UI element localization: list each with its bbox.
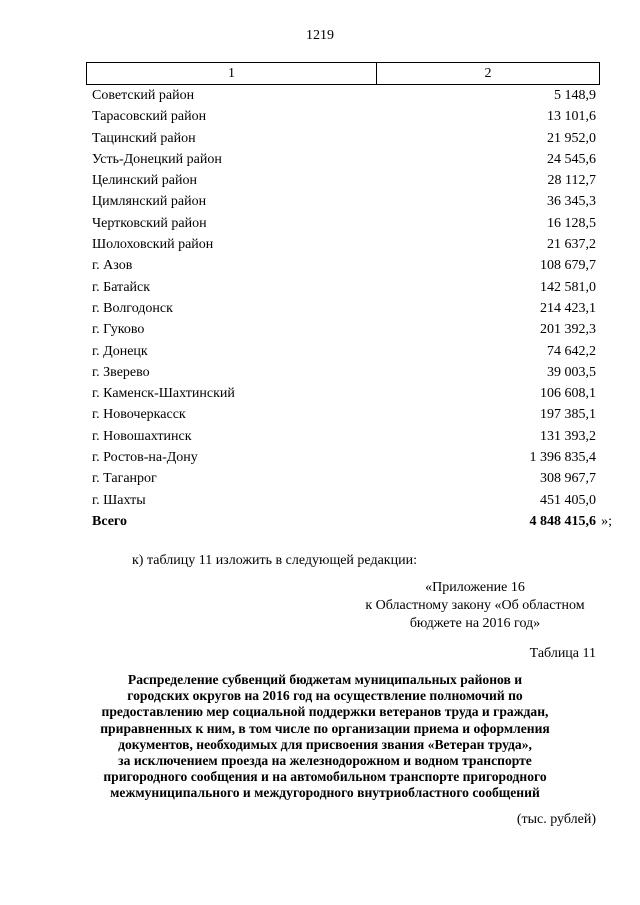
appendix-reference bbox=[330, 579, 620, 633]
table-header-row bbox=[86, 62, 600, 85]
table-row bbox=[86, 490, 600, 511]
district-amount: 28 112,7 bbox=[547, 173, 596, 189]
column-header-2: 2 bbox=[484, 66, 492, 81]
district-amount: 21 952,0 bbox=[547, 130, 596, 146]
district-amount: 106 608,1 bbox=[540, 386, 596, 402]
district-amount: 197 385,1 bbox=[540, 407, 596, 423]
district-amount: 36 345,3 bbox=[547, 194, 596, 210]
table-row bbox=[86, 213, 600, 234]
amendment-paragraph: к) таблицу 11 изложить в следующей редакции: bbox=[132, 553, 417, 568]
total-label: Всего bbox=[92, 513, 127, 529]
heading-line: городских округов на 2016 год на осуществление полномочий по bbox=[127, 688, 523, 704]
district-amount: 214 423,1 bbox=[540, 300, 596, 316]
table-total-row bbox=[86, 511, 612, 533]
table-row bbox=[86, 404, 600, 425]
district-amount: 21 637,2 bbox=[547, 237, 596, 253]
district-amount: 16 128,5 bbox=[547, 215, 596, 231]
heading-line: предоставлению мер социальной поддержки ветеранов труда и граждан, bbox=[101, 704, 549, 720]
table-row bbox=[86, 447, 600, 468]
table-row bbox=[86, 383, 600, 404]
table-row bbox=[86, 319, 600, 340]
district-name: г. Новочеркасск bbox=[92, 407, 186, 423]
table-row bbox=[86, 191, 600, 212]
table-row bbox=[86, 426, 600, 447]
table-row bbox=[86, 85, 600, 106]
table-row bbox=[86, 298, 600, 319]
table-row bbox=[86, 362, 600, 383]
district-name: Шолоховский район bbox=[92, 237, 214, 253]
district-name: г. Новошахтинск bbox=[92, 428, 192, 444]
district-name: Целинский район bbox=[92, 173, 197, 189]
district-name: г. Каменск-Шахтинский bbox=[92, 386, 235, 402]
district-name: Усть-Донецкий район bbox=[92, 151, 222, 167]
district-amount: 24 545,6 bbox=[547, 151, 596, 167]
district-amount: 308 967,7 bbox=[540, 471, 596, 487]
district-name: г. Гуково bbox=[92, 322, 145, 338]
column-header-1: 1 bbox=[87, 63, 377, 84]
table-row bbox=[86, 255, 600, 276]
table-row bbox=[86, 234, 600, 255]
district-amount: 108 679,7 bbox=[540, 258, 596, 274]
appendix-line: бюджете на 2016 год» bbox=[409, 616, 541, 631]
district-amount: 451 405,0 bbox=[540, 492, 596, 508]
table-row bbox=[86, 341, 600, 362]
district-name: г. Азов bbox=[92, 258, 133, 274]
heading-line: за исключением проезда на железнодорожном и водном транспорте bbox=[118, 753, 532, 769]
units-label: (тыс. рублей) bbox=[516, 812, 596, 827]
table-body bbox=[86, 85, 600, 511]
table-row bbox=[86, 277, 600, 298]
district-amount: 131 393,2 bbox=[540, 428, 596, 444]
table-row bbox=[86, 106, 600, 127]
table-row bbox=[86, 149, 600, 170]
district-name: Советский район bbox=[92, 88, 195, 103]
data-table bbox=[86, 62, 612, 533]
heading-line: приравненных к ним, в том числе по организации приема и оформления bbox=[100, 720, 550, 736]
district-amount: 142 581,0 bbox=[540, 279, 596, 295]
section-heading bbox=[60, 672, 590, 802]
district-name: г. Ростов-на-Дону bbox=[92, 450, 198, 466]
district-name: г. Таганрог bbox=[92, 471, 157, 487]
table-row bbox=[86, 468, 600, 489]
district-name: г. Донецк bbox=[92, 343, 148, 359]
appendix-line: «Приложение 16 bbox=[425, 580, 525, 595]
district-name: Цимлянский район bbox=[92, 194, 207, 210]
district-amount: 201 392,3 bbox=[540, 322, 596, 338]
table-label: Таблица 11 bbox=[529, 646, 596, 661]
district-amount: 1 396 835,4 bbox=[529, 450, 596, 466]
district-amount: 39 003,5 bbox=[547, 364, 596, 380]
district-name: Тарасовский район bbox=[92, 109, 207, 125]
appendix-line: к Областному закону «Об областном bbox=[365, 598, 585, 613]
district-amount: 13 101,6 bbox=[547, 109, 596, 125]
district-name: г. Шахты bbox=[92, 492, 146, 508]
district-name: г. Волгодонск bbox=[92, 300, 173, 316]
heading-line: Распределение субвенций бюджетам муниципальных районов и bbox=[127, 672, 523, 687]
table-row bbox=[86, 170, 600, 191]
table-row bbox=[86, 128, 600, 149]
heading-line: документов, необходимых для присвоения звания «Ветеран труда», bbox=[118, 736, 532, 752]
heading-line: пригородного сообщения и на автомобильном транспорте пригородного bbox=[103, 769, 547, 785]
district-amount: 5 148,9 bbox=[554, 88, 596, 103]
total-value: 4 848 415,6 bbox=[529, 513, 596, 529]
district-name: Чертковский район bbox=[92, 215, 207, 231]
district-amount: 74 642,2 bbox=[547, 343, 596, 359]
page-number: 1219 bbox=[306, 28, 334, 43]
district-name: г. Батайск bbox=[92, 279, 151, 295]
district-name: Тацинский район bbox=[92, 130, 196, 146]
district-name: г. Зверево bbox=[92, 364, 150, 380]
total-closing-quote: »; bbox=[601, 513, 612, 529]
heading-line: межмуниципального и междугородного внутриобластного сообщений bbox=[110, 785, 540, 801]
